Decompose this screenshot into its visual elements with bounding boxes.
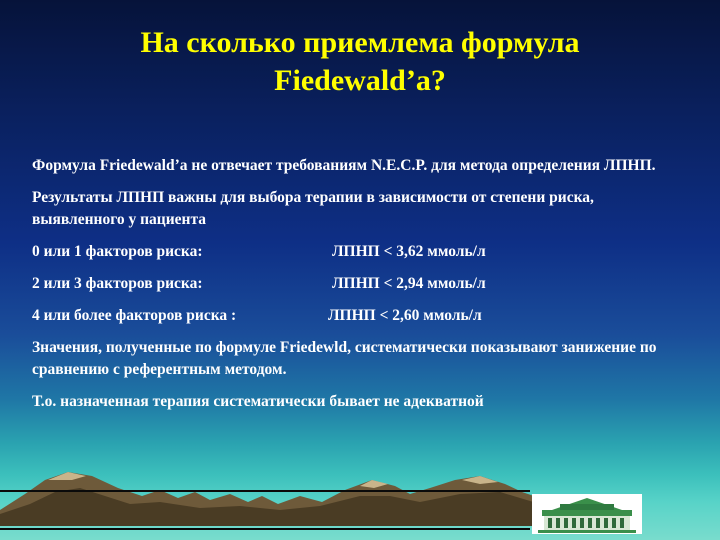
title-line-1: На сколько приемлема формула xyxy=(140,26,580,59)
divider-line-top xyxy=(0,490,530,492)
divider-line-bottom xyxy=(0,528,530,530)
mountains-illustration xyxy=(0,466,540,526)
paragraph-underestimation: Значения, полученные по формуле Friedewld, систематически показывают занижение по сравнению с референтным методом. xyxy=(32,339,657,378)
risk-label: 2 или 3 факторов риска: xyxy=(32,275,203,292)
paragraph-friedewald: Формула Friedewald’a не отвечает требованиям N.E.C.P. для метода определения ЛПНП. xyxy=(32,157,656,174)
risk-value: ЛПНП < 2,60 ммоль/л xyxy=(328,307,482,324)
title-line-2: Fiedewald’a? xyxy=(274,64,446,97)
risk-row-2 xyxy=(32,305,672,327)
slide-body xyxy=(32,155,672,423)
risk-value: ЛПНП < 3,62 ммоль/л xyxy=(332,243,486,260)
risk-row-0 xyxy=(32,241,672,263)
slide-title xyxy=(40,24,680,100)
paragraph-conclusion: Т.о. назначенная терапия систематически бывает не адекватной xyxy=(32,393,484,410)
risk-row-1 xyxy=(32,273,672,295)
risk-label: 0 или 1 факторов риска: xyxy=(32,243,203,260)
building-logo-icon xyxy=(532,494,642,534)
risk-label: 4 или более факторов риска : xyxy=(32,307,237,324)
risk-value: ЛПНП < 2,94 ммоль/л xyxy=(332,275,486,292)
paragraph-ldl-results: Результаты ЛПНП важны для выбора терапии в зависимости от степени риска, выявленного у пациента xyxy=(32,189,594,228)
